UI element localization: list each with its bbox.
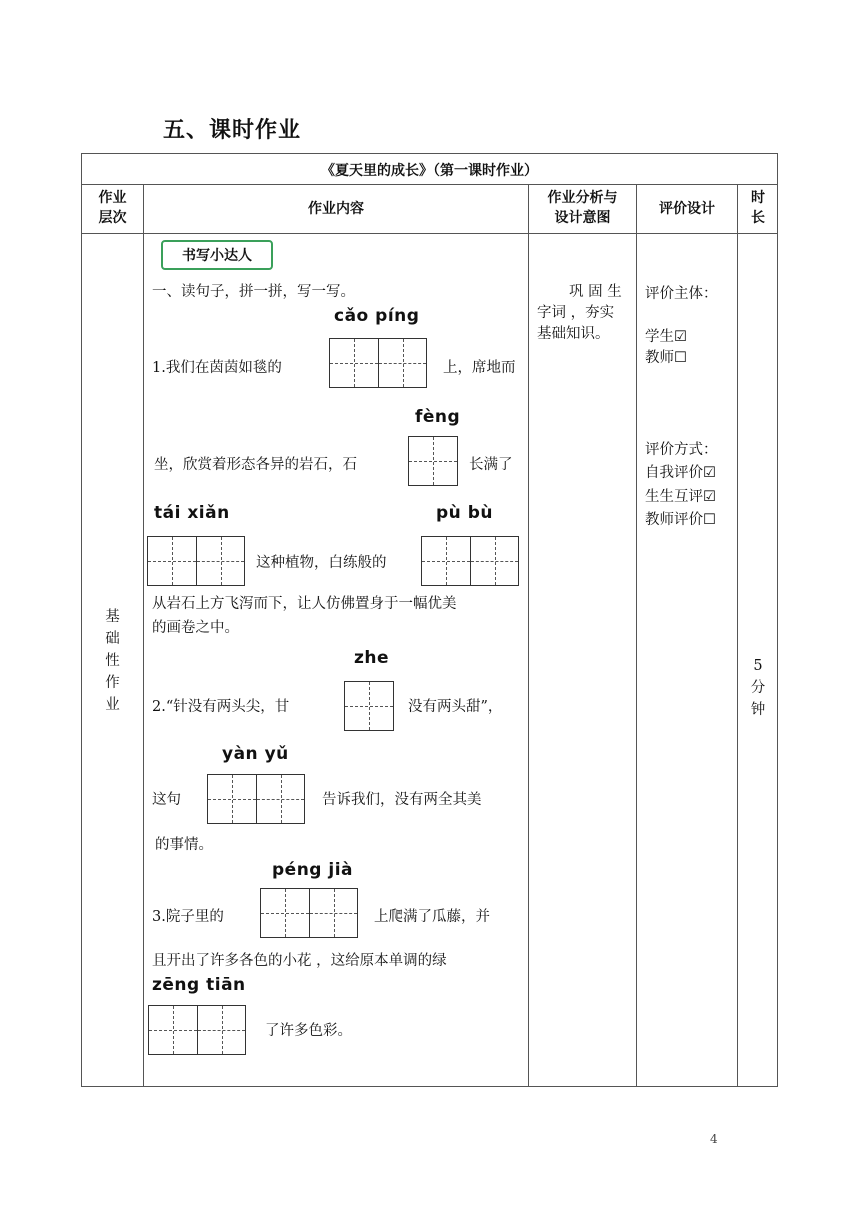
- table-divider: [636, 184, 637, 1087]
- table-divider: [81, 233, 778, 234]
- sentence-text: 上爬满了瓜藤，并: [374, 909, 490, 925]
- writing-cell[interactable]: [409, 437, 457, 485]
- table-divider: [737, 184, 738, 1087]
- pinyin-label: péng jià: [272, 860, 354, 880]
- level-char: 业: [105, 697, 120, 713]
- section-badge: 书写小达人: [161, 240, 273, 270]
- pinyin-label: tái xiǎn: [154, 503, 230, 523]
- table-title: 《夏天里的成长》（第一课时作业）: [321, 163, 538, 179]
- eval-subject-title: 评价主体：: [645, 286, 718, 302]
- writing-grid[interactable]: [148, 1005, 246, 1055]
- eval-subject-student: 学生☑: [645, 329, 687, 345]
- writing-cell[interactable]: [330, 339, 378, 387]
- pinyin-label: fèng: [415, 407, 461, 427]
- sentence-text: 从岩石上方飞泻而下，让人仿佛置身于一幅优美: [152, 596, 457, 612]
- pinyin-label: pù bù: [436, 503, 493, 523]
- header-analysis: [529, 188, 636, 228]
- pinyin-label: zhe: [354, 648, 390, 668]
- analysis-cell: [537, 282, 633, 345]
- sentence-text: 这种植物，白练般的: [256, 555, 387, 571]
- writing-grid[interactable]: [344, 681, 394, 731]
- writing-cell[interactable]: [378, 339, 426, 387]
- sentence-text: 1.我们在茵茵如毯的: [152, 360, 282, 376]
- writing-grid[interactable]: [329, 338, 427, 388]
- instruction: 一、读句子，拼一拼，写一写。: [152, 284, 355, 300]
- sentence-text: 长满了: [469, 457, 513, 473]
- page-number: 4: [710, 1132, 718, 1146]
- header-evaluation: 评价设计: [659, 201, 715, 217]
- writing-cell[interactable]: [208, 775, 256, 823]
- level-char: 性: [105, 653, 120, 669]
- writing-cell[interactable]: [149, 1006, 197, 1054]
- eval-subject-teacher: 教师☐: [645, 350, 687, 366]
- sentence-text: 没有两头甜”，: [408, 699, 503, 715]
- analysis-line: 字词 ，夯实: [537, 305, 615, 321]
- duration-char: 分: [750, 680, 766, 696]
- section-heading: 五、课时作业: [163, 118, 302, 143]
- header-level-line1: 作业: [98, 190, 127, 206]
- header-analysis-line2: 设计意图: [554, 210, 611, 226]
- table-divider: [143, 184, 144, 1087]
- eval-method-self: 自我评价☑: [645, 465, 716, 481]
- writing-cell[interactable]: [261, 889, 309, 937]
- sentence-text: 了许多色彩。: [265, 1023, 352, 1039]
- level-char: 作: [105, 675, 120, 691]
- header-level-line2: 层次: [98, 210, 127, 226]
- eval-method-teacher: 教师评价☐: [645, 512, 716, 528]
- table-divider: [528, 184, 529, 1087]
- level-char: 基: [105, 609, 120, 625]
- sentence-text: 这句: [152, 792, 181, 808]
- writing-grid[interactable]: [260, 888, 358, 938]
- header-level: [82, 188, 143, 228]
- sentence-text: 上，席地而: [443, 360, 516, 376]
- eval-method-title: 评价方式：: [645, 442, 718, 458]
- writing-cell[interactable]: [309, 889, 357, 937]
- writing-grid[interactable]: [408, 436, 458, 486]
- writing-grid[interactable]: [421, 536, 519, 586]
- sentence-text: 3.院子里的: [152, 909, 224, 925]
- header-duration-line2: 长: [751, 210, 765, 226]
- writing-cell[interactable]: [148, 537, 196, 585]
- sentence-text: 的画卷之中。: [152, 620, 239, 636]
- writing-cell[interactable]: [345, 682, 393, 730]
- duration-char: 5: [753, 658, 763, 674]
- level-char: 础: [105, 631, 120, 647]
- writing-cell[interactable]: [196, 537, 244, 585]
- sentence-text: 告诉我们，没有两全其美: [322, 792, 482, 808]
- header-content: 作业内容: [308, 201, 364, 217]
- header-analysis-line1: 作业分析与: [547, 190, 618, 206]
- writing-cell[interactable]: [422, 537, 470, 585]
- writing-cell[interactable]: [256, 775, 304, 823]
- pinyin-label: zēng tiān: [152, 975, 246, 995]
- pinyin-label: yàn yǔ: [222, 744, 289, 764]
- analysis-line: 基础知识。: [537, 326, 610, 342]
- header-duration-line1: 时: [751, 190, 765, 206]
- sentence-text: 且开出了许多各色的小花 ，这给原本单调的绿: [152, 953, 447, 969]
- analysis-line: 巩 固 生: [569, 284, 622, 300]
- header-duration: [738, 188, 778, 228]
- pinyin-label: cǎo píng: [334, 306, 420, 326]
- writing-grid[interactable]: [147, 536, 245, 586]
- writing-grid[interactable]: [207, 774, 305, 824]
- duration-cell: [738, 655, 778, 721]
- eval-method-peer: 生生互评☑: [645, 489, 716, 505]
- writing-cell[interactable]: [197, 1006, 245, 1054]
- sentence-text: 2.“针没有两头尖，甘: [152, 699, 290, 715]
- duration-char: 钟: [750, 702, 766, 718]
- writing-cell[interactable]: [470, 537, 518, 585]
- sentence-text: 坐，欣赏着形态各异的岩石，石: [154, 457, 357, 473]
- level-cell: [82, 606, 143, 716]
- sentence-text: 的事情。: [155, 837, 213, 853]
- table-divider: [81, 184, 778, 185]
